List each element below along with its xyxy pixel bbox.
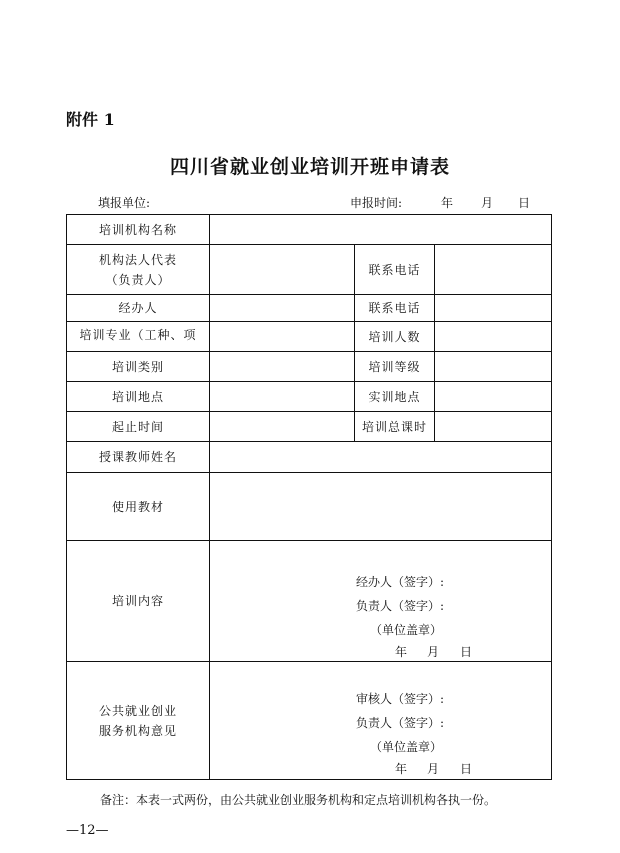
header-day: 日: [518, 196, 531, 210]
practice-location-field[interactable]: [435, 382, 552, 412]
location-label: 培训地点: [67, 382, 210, 412]
practice-location-label: 实训地点: [355, 382, 435, 412]
content-leader-sign: 负责人（签字）:: [356, 599, 445, 613]
institution-name-label: 培训机构名称: [67, 215, 210, 245]
content-label: 培训内容: [67, 541, 210, 662]
legal-rep-label: [67, 245, 210, 295]
footnote: 备注：本表一式两份，由公共就业创业服务机构和定点培训机构各执一份。: [100, 793, 497, 807]
legal-rep-label-line2: （负责人）: [105, 272, 171, 287]
content-seal: （单位盖章）: [370, 623, 443, 637]
page-number: —12—: [66, 823, 109, 838]
application-table: [66, 214, 552, 780]
period-field[interactable]: [210, 412, 355, 442]
public-opinion-field[interactable]: [210, 662, 552, 780]
content-handler-sign: 经办人（签字）:: [356, 575, 445, 589]
form-title: 四川省就业创业培训开班申请表: [169, 156, 450, 178]
public-opinion-label-line1: 公共就业创业: [98, 703, 177, 718]
legal-rep-label-line1: 机构法人代表: [98, 252, 177, 267]
level-field[interactable]: [435, 352, 552, 382]
textbook-label: 使用教材: [67, 473, 210, 541]
contact-phone-field-1[interactable]: [435, 245, 552, 295]
public-leader-sign: 负责人（签字）:: [356, 716, 445, 730]
level-label: 培训等级: [355, 352, 435, 382]
total-hours-label: 培训总课时: [355, 412, 435, 442]
content-year: 年: [395, 645, 408, 659]
public-opinion-label: [67, 662, 210, 780]
textbook-field[interactable]: [210, 473, 552, 541]
teachers-field[interactable]: [210, 442, 552, 473]
public-opinion-label-line2: 服务机构意见: [98, 723, 177, 738]
content-day: 日: [460, 645, 473, 659]
header-month: 月: [481, 196, 494, 210]
total-hours-field[interactable]: [435, 412, 552, 442]
public-seal: （单位盖章）: [370, 740, 443, 754]
legal-rep-field[interactable]: [210, 245, 355, 295]
handler-label: 经办人: [67, 295, 210, 322]
public-month: 月: [427, 762, 440, 776]
trainee-count-field[interactable]: [435, 322, 552, 352]
period-label: 起止时间: [67, 412, 210, 442]
handler-field[interactable]: [210, 295, 355, 322]
location-field[interactable]: [210, 382, 355, 412]
teachers-label: 授课教师姓名: [67, 442, 210, 473]
category-label: 培训类别: [67, 352, 210, 382]
public-year: 年: [395, 762, 408, 776]
category-field[interactable]: [210, 352, 355, 382]
header-year: 年: [441, 196, 454, 210]
public-reviewer-sign: 审核人（签字）:: [356, 692, 445, 706]
major-field[interactable]: [210, 322, 355, 352]
content-month: 月: [427, 645, 440, 659]
attachment-label: 附件 1: [66, 110, 115, 129]
contact-phone-label-2: 联系电话: [355, 295, 435, 322]
major-label: 培训专业（工种、项: [67, 322, 210, 352]
contact-phone-field-2[interactable]: [435, 295, 552, 322]
institution-name-field[interactable]: [210, 215, 552, 245]
fill-unit-label: 填报单位:: [98, 196, 151, 210]
trainee-count-label: 培训人数: [355, 322, 435, 352]
fill-time-label: 申报时间:: [350, 196, 403, 210]
public-day: 日: [460, 762, 473, 776]
content-field[interactable]: [210, 541, 552, 662]
contact-phone-label-1: 联系电话: [355, 245, 435, 295]
